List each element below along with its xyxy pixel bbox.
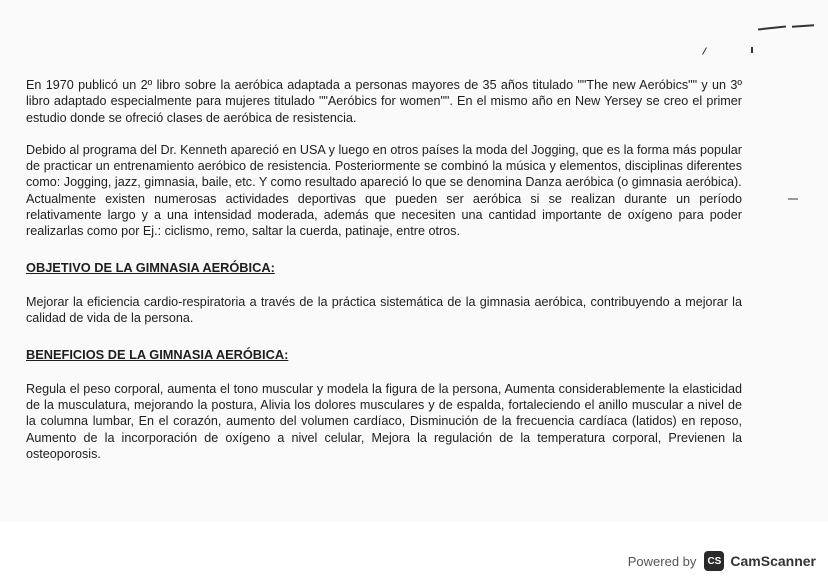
scan-mark xyxy=(788,198,798,200)
paragraph-objetivo: Mejorar la eficiencia cardio-respiratoria a través de la práctica sistemática de la gimnasia aeróbica, contribuyendo a mejorar la calidad de vida de la persona. xyxy=(26,294,742,326)
paragraph-activities: Actualmente existen numerosas actividades deportivas que pueden ser aeróbica si se realizan durante un período relativamente largo y a una intensidad moderada, además que necesiten una cantidad importante de oxígeno para poder realizarlas como por Ej.: ciclismo, remo, saltar la cuerda, patinaje, entre otros. xyxy=(26,191,742,239)
paragraph-jogging: Debido al programa del Dr. Kenneth apareció en USA y luego en otros países la moda del Jogging, que es la forma más popular de practicar un entrenamiento aeróbico de resistencia. Posteriormente se combinó la música y elementos, disciplinas diferentes como: Jogging, jazz, gimnasia, baile, etc. Y como resultado apareció lo que se denomina Danza aeróbica (o gimnasia aeróbica). xyxy=(26,142,742,190)
camscanner-watermark xyxy=(628,547,816,575)
camscanner-logo-icon: CS xyxy=(704,551,724,571)
scan-mark xyxy=(792,24,814,28)
scan-mark xyxy=(751,47,753,53)
paragraph-beneficios: Regula el peso corporal, aumenta el tono muscular y modela la figura de la persona, Aumenta considerablemente la elasticidad de la musculatura, mejorando la postura, Alivia los dolores musculares y de espalda, fortaleciendo el anillo muscular a nivel de la columna lumbar, En el corazón, aumento del volumen cardíaco, Disminución de la frecuencia cardíaca (latidos) en reposo, Aumento de la incorporación de oxígeno a nivel celular, Mejora la regulación de la temperatura corporal, Previenen la osteoporosis. xyxy=(26,381,742,462)
scan-mark xyxy=(758,26,786,31)
heading-objetivo: OBJETIVO DE LA GIMNASIA AERÓBICA: xyxy=(26,259,275,275)
paragraph-history: En 1970 publicó un 2º libro sobre la aeróbica adaptada a personas mayores de 35 años titulado ""The new Aeróbics"" y un 3º libro adaptado especialmente para mujeres titulado ""Aeróbics for women"". En el mismo año en New Yersey se creo el primer estudio donde se ofreció clases de aeróbica de resistencia. xyxy=(26,78,742,125)
powered-by-label: Powered by xyxy=(627,553,697,569)
document-body xyxy=(26,77,742,462)
heading-beneficios: BENEFICIOS DE LA GIMNASIA AERÓBICA: xyxy=(26,346,289,362)
brand-name: CamScanner xyxy=(730,553,816,569)
scan-mark xyxy=(702,47,707,54)
